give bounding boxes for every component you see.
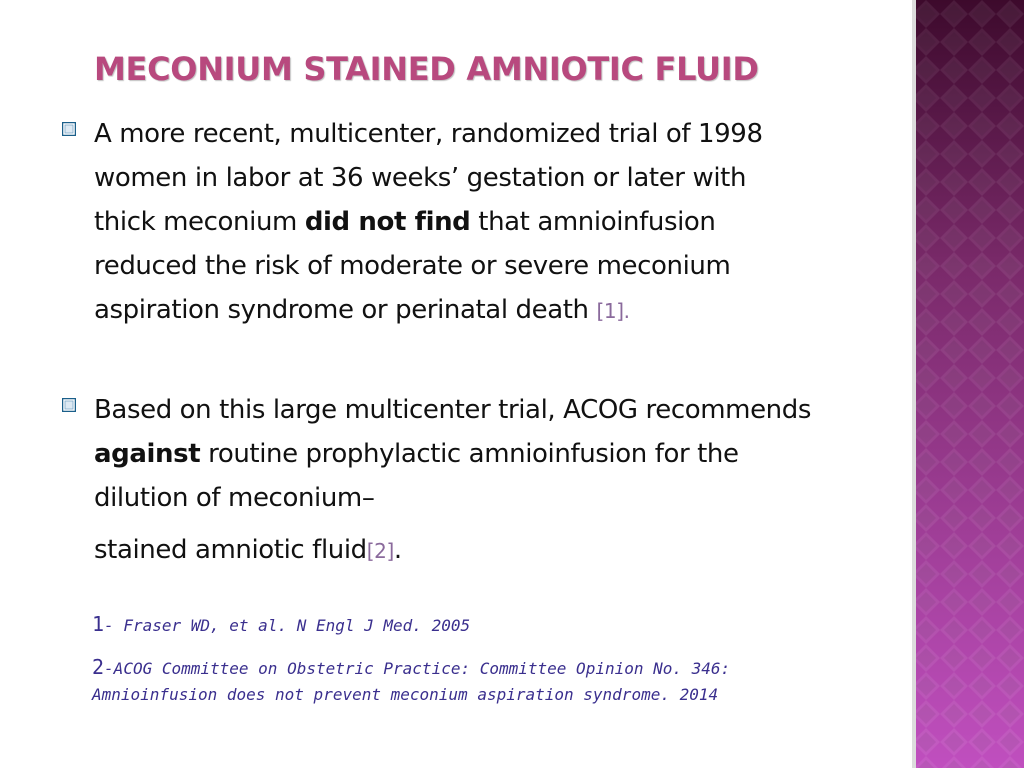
reference-2: [2]	[366, 539, 394, 563]
bullet-text-1: A more recent, multicenter, randomized trial of 1998 women in labor at 36 weeks’ gestation or later with thick meconium did not find that amnioinfusion reduced the risk of moderate or severe meconium aspiration syndrome or perinatal death [1].	[94, 119, 763, 325]
citation-2: 2-ACOG Committee on Obstetric Practice: Committee Opinion No. 346: Amnioinfusion does not prevent meconium aspiration syndrome. 2014	[92, 655, 731, 704]
bold-phrase: did not find	[304, 207, 471, 237]
bullet-item-1	[62, 112, 812, 333]
citations	[92, 612, 852, 708]
reference-1: [1]	[596, 299, 624, 323]
hollow-square-bullet-icon	[62, 122, 76, 136]
bullet-item-2	[62, 388, 812, 573]
bullet-text-2: Based on this large multicenter trial, ACOG recommends against routine prophylactic amnioinfusion for the dilution of meconium– stained amniotic fluid[2].	[94, 395, 812, 565]
citation-1: 1- Fraser WD, et al. N Engl J Med. 2005	[92, 612, 471, 636]
decorative-sidebar	[912, 0, 1024, 768]
slide-title: MECONIUM STAINED AMNIOTIC FLUID	[94, 50, 759, 88]
bold-phrase: against	[94, 439, 201, 469]
hollow-square-bullet-icon	[62, 398, 76, 412]
